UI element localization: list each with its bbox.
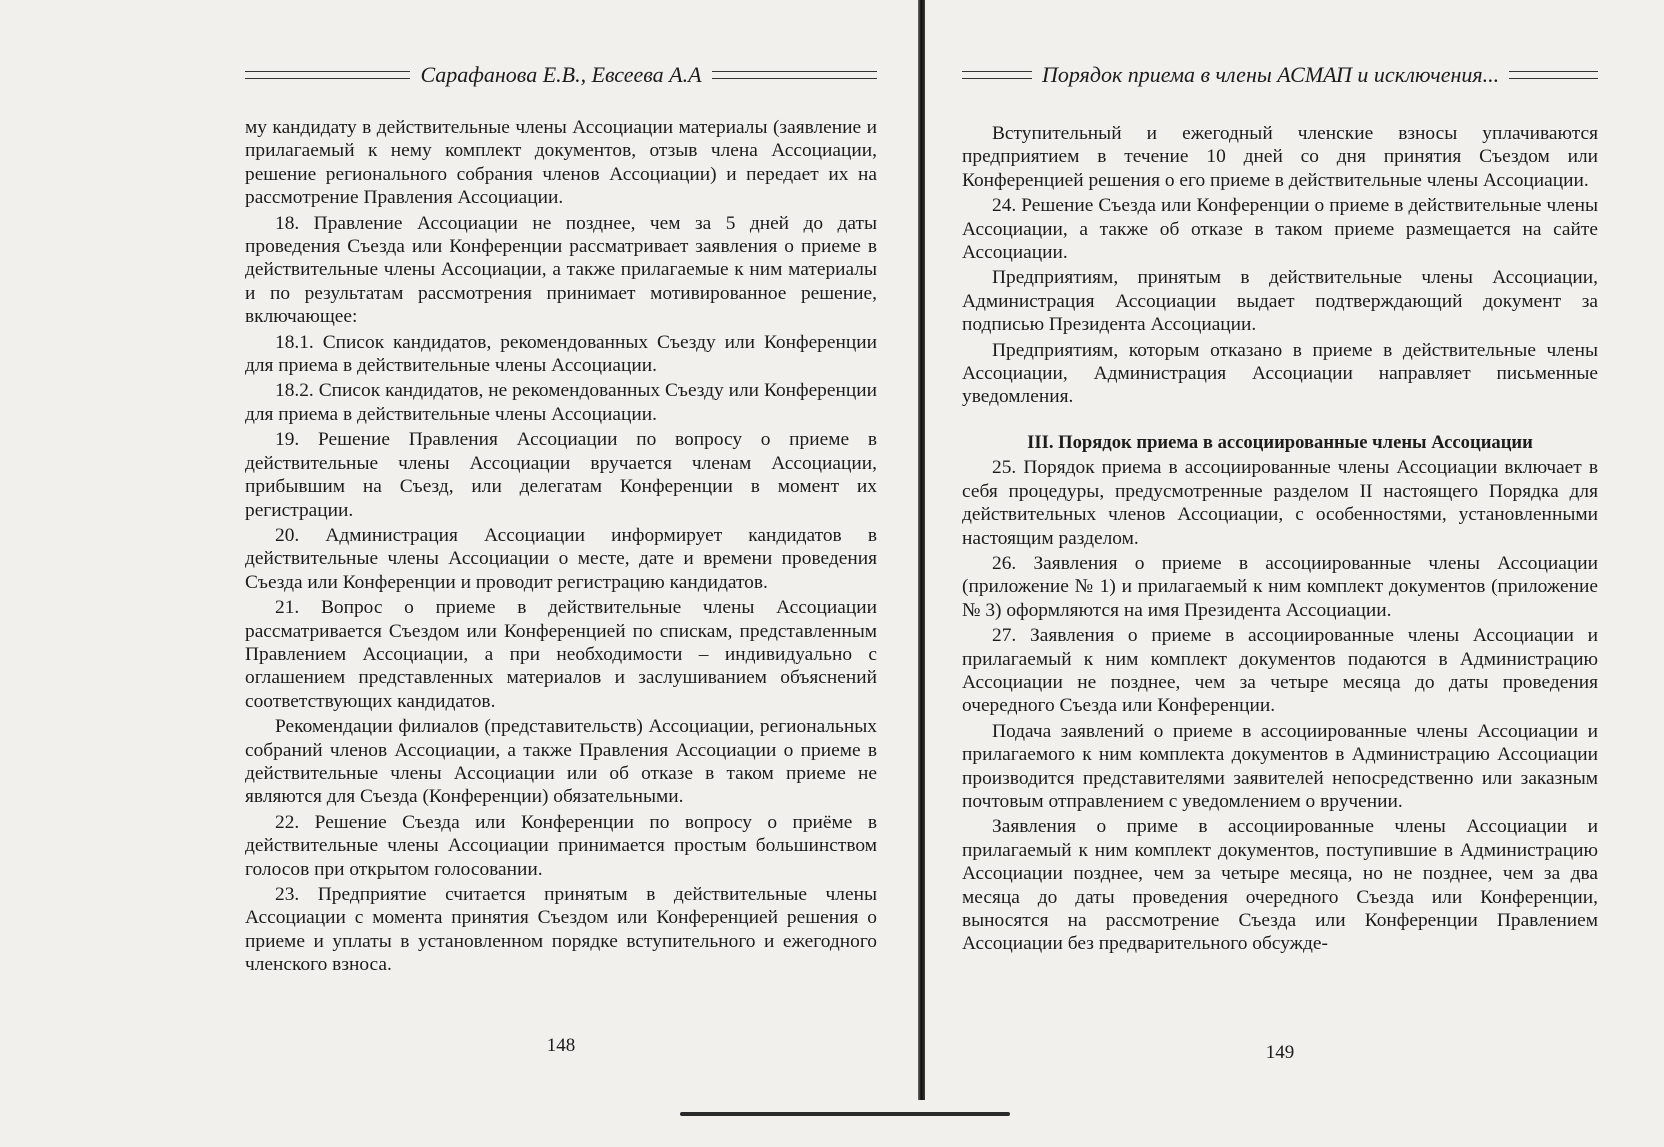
right-page: [962, 0, 1598, 1147]
left-page: [245, 0, 877, 1147]
paragraph: 18.1. Список кандидатов, рекомендованных Съезду или Конференции для приема в действительные члены Ассоциации.: [245, 331, 877, 377]
paragraph: Подача заявлений о приеме в ассоциированные члены Ассоциации и прилагаемого к ним комплекта документов в Администрацию Ассоциации производится представителями заявителей непосредственно или заказным почтовым отправлением с уведомлением о вручении.: [962, 720, 1598, 812]
header-rule: [1509, 71, 1598, 79]
book-spine: [918, 0, 925, 1100]
page-number: 149: [1265, 1042, 1295, 1063]
running-header-title: Сарафанова Е.В., Евсеева А.А: [420, 62, 702, 87]
paragraph: 25. Порядок приема в ассоциированные члены Ассоциации включает в себя процедуры, предусмотренные разделом II настоящего Порядка для действительных членов Ассоциации, с особенностями, установленными настоящим разделом.: [962, 457, 1598, 549]
section-heading: III. Порядок приема в ассоциированные члены Ассоциации: [1027, 431, 1533, 453]
paragraph: 23. Предприятие считается принятым в действительные члены Ассоциации с момента принятия Съездом или Конференцией решения о приеме и уплаты в установленном порядке вступительного и ежегодного членского взноса.: [245, 884, 877, 976]
paragraph: му кандидату в действительные члены Ассоциации материалы (заявление и прилагаемый к нему комплект документов, отзыв члена Ассоциации, решение регионального собрания членов Ассоциации) и передает их на рассмотрение Правления Ассоциации.: [245, 117, 877, 209]
paragraph: 18.2. Список кандидатов, не рекомендованных Съезду или Конференции для приема в действительные члены Ассоциации.: [245, 380, 877, 425]
paragraph: Предприятиям, принятым в действительные члены Ассоциации, Администрация Ассоциации выдает подтверждающий документ за подписью Президента Ассоциации.: [962, 267, 1598, 336]
page-number: 148: [546, 1035, 576, 1056]
header-rule: [962, 71, 1032, 79]
paragraph: Вступительный и ежегодный членские взносы уплачиваются предприятием в течение 10 дней со дня принятия Съездом или Конференцией решения о его приеме в действительные члены Ассоциации.: [962, 123, 1598, 191]
left-page-body: [245, 116, 877, 979]
paragraph: Предприятиям, которым отказано в приеме в действительные члены Ассоциации, Администрация Ассоциации направляет письменные уведомления.: [962, 339, 1598, 408]
paragraph: 18. Правление Ассоциации не позднее, чем за 5 дней до даты проведения Съезда или Конференции рассматривает заявления о приеме в действительные члены Ассоциации, а также прилагаемые к ним материалы и по результатам рассмотрения принимает мотивированное решение, включающее:: [245, 212, 877, 328]
paragraph: 20. Администрация Ассоциации информирует кандидатов в действительные члены Ассоциации о месте, дате и времени проведения Съезда или Конференции и проводит регистрацию кандидатов.: [245, 524, 877, 593]
paragraph: 21. Вопрос о приеме в действительные члены Ассоциации рассматривается Съездом или Конференцией по спискам, представленным Правлением Ассоциации, а при необходимости – индивидуально с оглашением представленных материалов и заслушиванием объяснений соответствующих кандидатов.: [245, 597, 877, 712]
paragraph: Рекомендации филиалов (представительств) Ассоциации, региональных собраний членов Ассоциации, а также Правления Ассоциации о приеме в действительные члены Ассоциации или об отказе в таком приеме не являются для Съезда (Конференции) обязательными.: [245, 716, 877, 808]
right-page-body: [962, 122, 1598, 958]
header-rule: [245, 71, 410, 79]
running-header-title: Порядок приема в члены АСМАП и исключения...: [1042, 62, 1500, 87]
paragraph: 27. Заявления о приеме в ассоциированные члены Ассоциации и прилагаемый к ним комплект документов подаются в Администрацию Ассоциации не позднее, чем за четыре месяца до даты проведения очередного Съезда или Конференции.: [962, 625, 1598, 717]
paragraph: 19. Решение Правления Ассоциации по вопросу о приеме в действительные члены Ассоциации вручается членам Ассоциации, прибывшим на Съезд, или делегатам Конференции в момент их регистрации.: [245, 429, 877, 521]
paragraph: 24. Решение Съезда или Конференции о приеме в действительные члены Ассоциации, а также об отказе в таком приеме размещается на сайте Ассоциации.: [962, 195, 1598, 264]
paragraph: Заявления о приме в ассоциированные члены Ассоциации и прилагаемый к ним комплект документов, поступившие в Администрацию Ассоциации позднее, чем за четыре месяца, но не позднее, чем за два месяца до даты проведения очередного Съезда или Конференции, выносятся на рассмотрение Съезда или Конференции Правлением Ассоциации без предварительного обсужде-: [962, 816, 1598, 955]
header-rule: [712, 71, 877, 79]
paragraph: 26. Заявления о приеме в ассоциированные члены Ассоциации (приложение № 1) и прилагаемый к ним комплект документов (приложение № 3) оформляются на имя Президента Ассоциации.: [962, 552, 1598, 621]
running-header-left: [245, 60, 877, 90]
paragraph: 22. Решение Съезда или Конференции по вопросу о приёме в действительные члены Ассоциации принимается простым большинством голосов при открытом голосовании.: [245, 811, 877, 880]
running-header-right: [962, 60, 1598, 90]
